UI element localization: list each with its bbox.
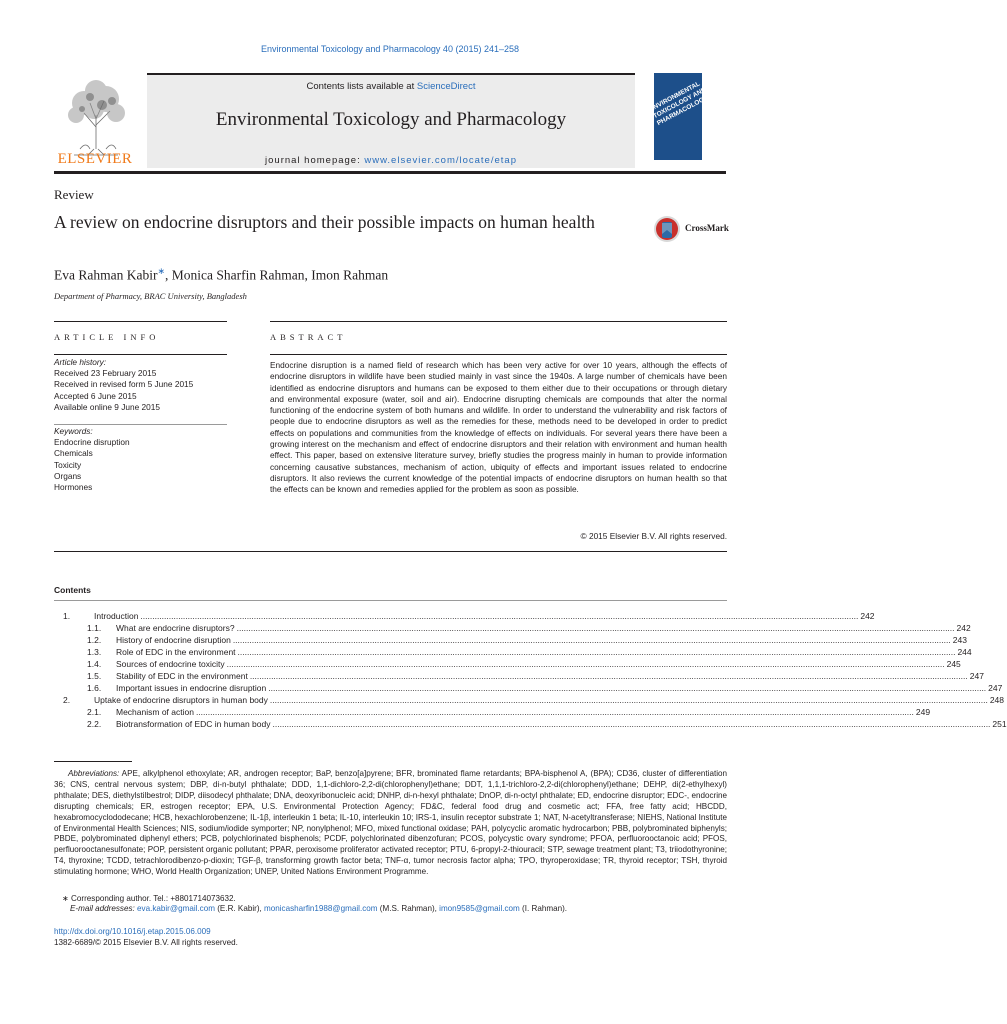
toc-number: 1.4. <box>87 659 102 669</box>
toc-page: 245 <box>946 659 961 669</box>
email-link-imon[interactable]: imon9585@gmail.com <box>439 904 520 913</box>
toc-page: 243 <box>952 635 967 645</box>
toc-leader <box>227 658 945 670</box>
affiliation: Department of Pharmacy, BRAC University, Bangladesh <box>54 291 247 301</box>
abstract-copyright: © 2015 Elsevier B.V. All rights reserved. <box>580 531 727 541</box>
abbreviations-label: Abbreviations: <box>68 769 120 778</box>
keyword-item: Chemicals <box>54 448 93 459</box>
toc-label: Stability of EDC in the environment <box>116 671 248 681</box>
toc-leader <box>268 682 986 694</box>
toc-label: Important issues in endocrine disruption <box>116 683 267 693</box>
journal-title: Environmental Toxicology and Pharmacology <box>215 109 567 130</box>
article-info-rule <box>54 354 227 355</box>
toc-entry[interactable] <box>54 670 984 682</box>
toc-number: 1.2. <box>87 635 102 645</box>
toc-number: 1. <box>63 611 71 621</box>
email-label: E-mail addresses: <box>70 904 135 913</box>
toc-page: 249 <box>915 707 931 717</box>
toc-number: 1.6. <box>87 683 102 693</box>
toc-label: Sources of endocrine toxicity <box>116 659 225 669</box>
contents-heading: Contents <box>54 585 91 595</box>
crossmark-badge[interactable] <box>653 214 733 244</box>
toc-entry[interactable] <box>54 658 961 670</box>
toc-number: 1.1. <box>87 623 102 633</box>
keyword-item: Toxicity <box>54 459 82 470</box>
toc-leader <box>140 610 858 622</box>
toc-number: 1.5. <box>87 671 102 681</box>
toc-number: 1.3. <box>87 647 102 657</box>
toc-entry[interactable] <box>54 622 971 634</box>
keywords <box>54 426 227 493</box>
sciencedirect-link[interactable]: ScienceDirect <box>416 81 476 92</box>
abstract-rule <box>270 354 727 355</box>
toc-page: 248 <box>989 695 1004 705</box>
contents-rule <box>54 600 727 601</box>
toc-label: History of endocrine disruption <box>116 635 231 645</box>
keywords-rule <box>54 424 227 425</box>
toc-number: 2. <box>63 695 71 705</box>
email-link-kabir[interactable]: eva.kabir@gmail.com <box>137 904 215 913</box>
toc-page: 242 <box>860 611 875 621</box>
toc-entry[interactable] <box>54 694 1004 706</box>
header-divider <box>54 171 726 174</box>
author-kabir: Eva Rahman Kabir <box>54 267 158 283</box>
toc-label: Mechanism of action <box>116 707 194 717</box>
journal-cover-image[interactable] <box>648 73 710 160</box>
toc-page: 247 <box>969 671 984 681</box>
toc-leader <box>237 622 955 634</box>
table-of-contents <box>54 610 1007 730</box>
history-received: Received 23 February 2015 <box>54 368 157 379</box>
journal-header <box>147 73 635 168</box>
keyword-item: Hormones <box>54 482 93 493</box>
toc-page: 251 <box>992 719 1007 729</box>
cover-title: ENVIRONMENTAL TOXICOLOGY AND PHARMACOLOGY <box>648 80 710 128</box>
crossmark-label: CrossMark <box>685 223 729 233</box>
toc-page: 247 <box>988 683 1003 693</box>
toc-entry[interactable] <box>54 610 875 622</box>
journal-homepage-line <box>147 155 635 166</box>
article-history <box>54 357 227 413</box>
email-owner: (I. Rahman). <box>519 904 568 913</box>
doi-link[interactable]: http://dx.doi.org/10.1016/j.etap.2015.06.009 <box>54 927 211 936</box>
toc-entry[interactable] <box>54 718 1007 730</box>
toc-label: What are endocrine disruptors? <box>116 623 235 633</box>
toc-number: 2.1. <box>87 707 102 717</box>
corresponding-author-note: ∗ Corresponding author. Tel.: +8801714073632. <box>62 894 236 903</box>
toc-entry[interactable] <box>54 634 967 646</box>
abstract-text: Endocrine disruption is a named field of research which has been very active for over 10 years, although the effects of endocrine disruptors in wildlife have been studied mainly in vast since the 1940s. A large number of chemicals have been identified as endocrine disruptors and humans can be exposed to them either due to their occupations or through dietary and environmental exposure (water, soil and air). Endocrine disrupting chemicals are compounds that alter the normal functioning of the endocrine system of both humans and wildlife. In order to understand the vulnerability and risk factors of people due to endocrine disruptors as well as the remedies for these, methods need to be developed in order to predict effects on populations and communities from the knowledge of effects on individuals. For several years there have been a growing interest on the mechanism and effect of endocrine disruptors and their relation with environment and human health effect. This paper, based on extensive literature survey, briefly studies the progress mainly in human to provide information concerning causative substances, mechanism of action, ubiquity of effects and important issues related to endocrine disruptors. It also reviews the current knowledge of the potential impacts of endocrine disruptors on human health so that the effects can be known and remedies applied for the problem as soon as possible. <box>270 360 727 495</box>
issn-copyright: 1382-6689/© 2015 Elsevier B.V. All rights reserved. <box>54 938 238 947</box>
contents-available-line <box>147 81 635 92</box>
toc-page: 242 <box>956 623 971 633</box>
keyword-item: Organs <box>54 470 82 481</box>
toc-leader <box>250 670 968 682</box>
publisher-wordmark: ELSEVIER <box>57 151 133 167</box>
corresponding-author-mark[interactable]: ∗ <box>157 266 166 276</box>
article-title: A review on endocrine disruptors and their possible impacts on human health <box>54 212 595 232</box>
toc-entry[interactable] <box>54 646 972 658</box>
journal-citation[interactable]: Environmental Toxicology and Pharmacology 40 (2015) 241–258 <box>261 44 519 54</box>
email-owner: (M.S. Rahman), <box>377 904 440 913</box>
abstract-bottom-rule <box>54 551 727 552</box>
toc-leader <box>233 634 951 646</box>
abstract-heading: ABSTRACT <box>270 332 347 342</box>
article-info-heading: ARTICLE INFO <box>54 332 160 342</box>
contents-prefix: Contents lists available at <box>306 81 417 92</box>
abstract-top-rule <box>270 321 727 322</box>
toc-page: 244 <box>957 647 972 657</box>
toc-leader <box>273 718 991 730</box>
article-history-label: Article history: <box>54 357 107 367</box>
toc-label: Role of EDC in the environment <box>116 647 236 657</box>
email-owner: (E.R. Kabir), <box>214 904 265 913</box>
toc-number: 2.2. <box>87 719 102 729</box>
toc-entry[interactable] <box>54 682 1003 694</box>
toc-leader <box>270 694 988 706</box>
history-online: Available online 9 June 2015 <box>54 401 160 412</box>
other-authors: , Monica Sharfin Rahman, Imon Rahman <box>165 267 389 283</box>
history-accepted: Accepted 6 June 2015 <box>54 390 137 401</box>
homepage-label: journal homepage: <box>265 155 365 166</box>
toc-leader <box>196 706 914 718</box>
toc-leader <box>238 646 956 658</box>
toc-label: Introduction <box>94 611 139 621</box>
toc-label: Uptake of endocrine disruptors in human body <box>94 695 268 705</box>
history-revised: Received in revised form 5 June 2015 <box>54 379 194 390</box>
toc-label: Biotransformation of EDC in human body <box>116 719 271 729</box>
keywords-label: Keywords: <box>54 426 93 436</box>
author-list <box>54 266 388 284</box>
toc-entry[interactable] <box>54 706 931 718</box>
keyword-item: Endocrine disruption <box>54 437 130 448</box>
crossmark-icon <box>653 214 681 244</box>
abbreviations-text: APE, alkylphenol ethoxylate; AR, androgen receptor; BaP, benzo[a]pyrene; BFR, brominated flame retardants; BPA-bisphenol A, (BPA); CD36, cluster of differentiation 36; CNS, central nervous system; DBP, di-n-butyl phthalate; DDD, 1,1-dichloro-2,2-di(chlorophenyl)ethane; DDT, 1,1,1-trichloro-2,2-di(chlorophenyl)ethane; DEHP, di(2-ethylhexyl) phthalate; DES, diethylstilbestrol; DIDP, diisodecyl phthalate; DNA, deoxyribonucleic acid; DNHP, di-n-hexyl phthalate; DnOP, di-n-octyl phthalate; ED, endocrine disruptor; EDC-, endocrine disrupting chemicals; ER, estrogen receptor; EPA, U.S. Environmental Protection Agency; FD&C, federal food drug and cosmetic act; FFA, free fatty acid; HBCDD, hexabromocyclododecane; HCB, hexachlorobenzene; IL-1β, interleukin 1 beta; IL-10, interleukin 10; IRS-1, insulin receptor substrate 1; NAT, N-acetyltransferase; NIEHS, National Institute of Environmental Health Sciences; NIS, sodium/iodide symporter; NP, nonylphenol; MFO, mixed functional oxidase; PAH, polycyclic aromatic hydrocarbon; PBB, polybrominated biphenyls; PBDE, polybrominated diphenyl ethers; PCB, polychlorinated bisphenols; PCDF, polychlorinated dibenzofuran; PCOS, polycystic ovary syndrome; PFOA, perfluorooctanoic acid; PFOS, perfluorooctanesulfonate; POP, persistent organic pollutant; PPAR, peroxisome proliferator activated receptor; PTU, 6-propyl-2-thiouracil; STP, sewage treatment plant; T3, triiodothyronine; T4, thyroxine; TCDD, tetrachlorodibenzo-p-dioxin; TGF-β, transforming growth factor beta; TNF-α, tumor necrosis factor alpha; TPO, thyroperoxidase; TR, thyroid receptor; TSH, thyroid stimulating hormone; WHO, World Health Organization; UNEP, United Nations Environment Programme. <box>54 769 727 877</box>
email-link-monica[interactable]: monicasharfin1988@gmail.com <box>264 904 378 913</box>
email-addresses <box>70 904 567 913</box>
footnote-rule <box>54 761 132 762</box>
article-info-top-rule <box>54 321 227 322</box>
homepage-link[interactable]: www.elsevier.com/locate/etap <box>364 155 517 166</box>
article-type: Review <box>54 187 94 202</box>
abbreviations-footnote <box>54 769 727 878</box>
